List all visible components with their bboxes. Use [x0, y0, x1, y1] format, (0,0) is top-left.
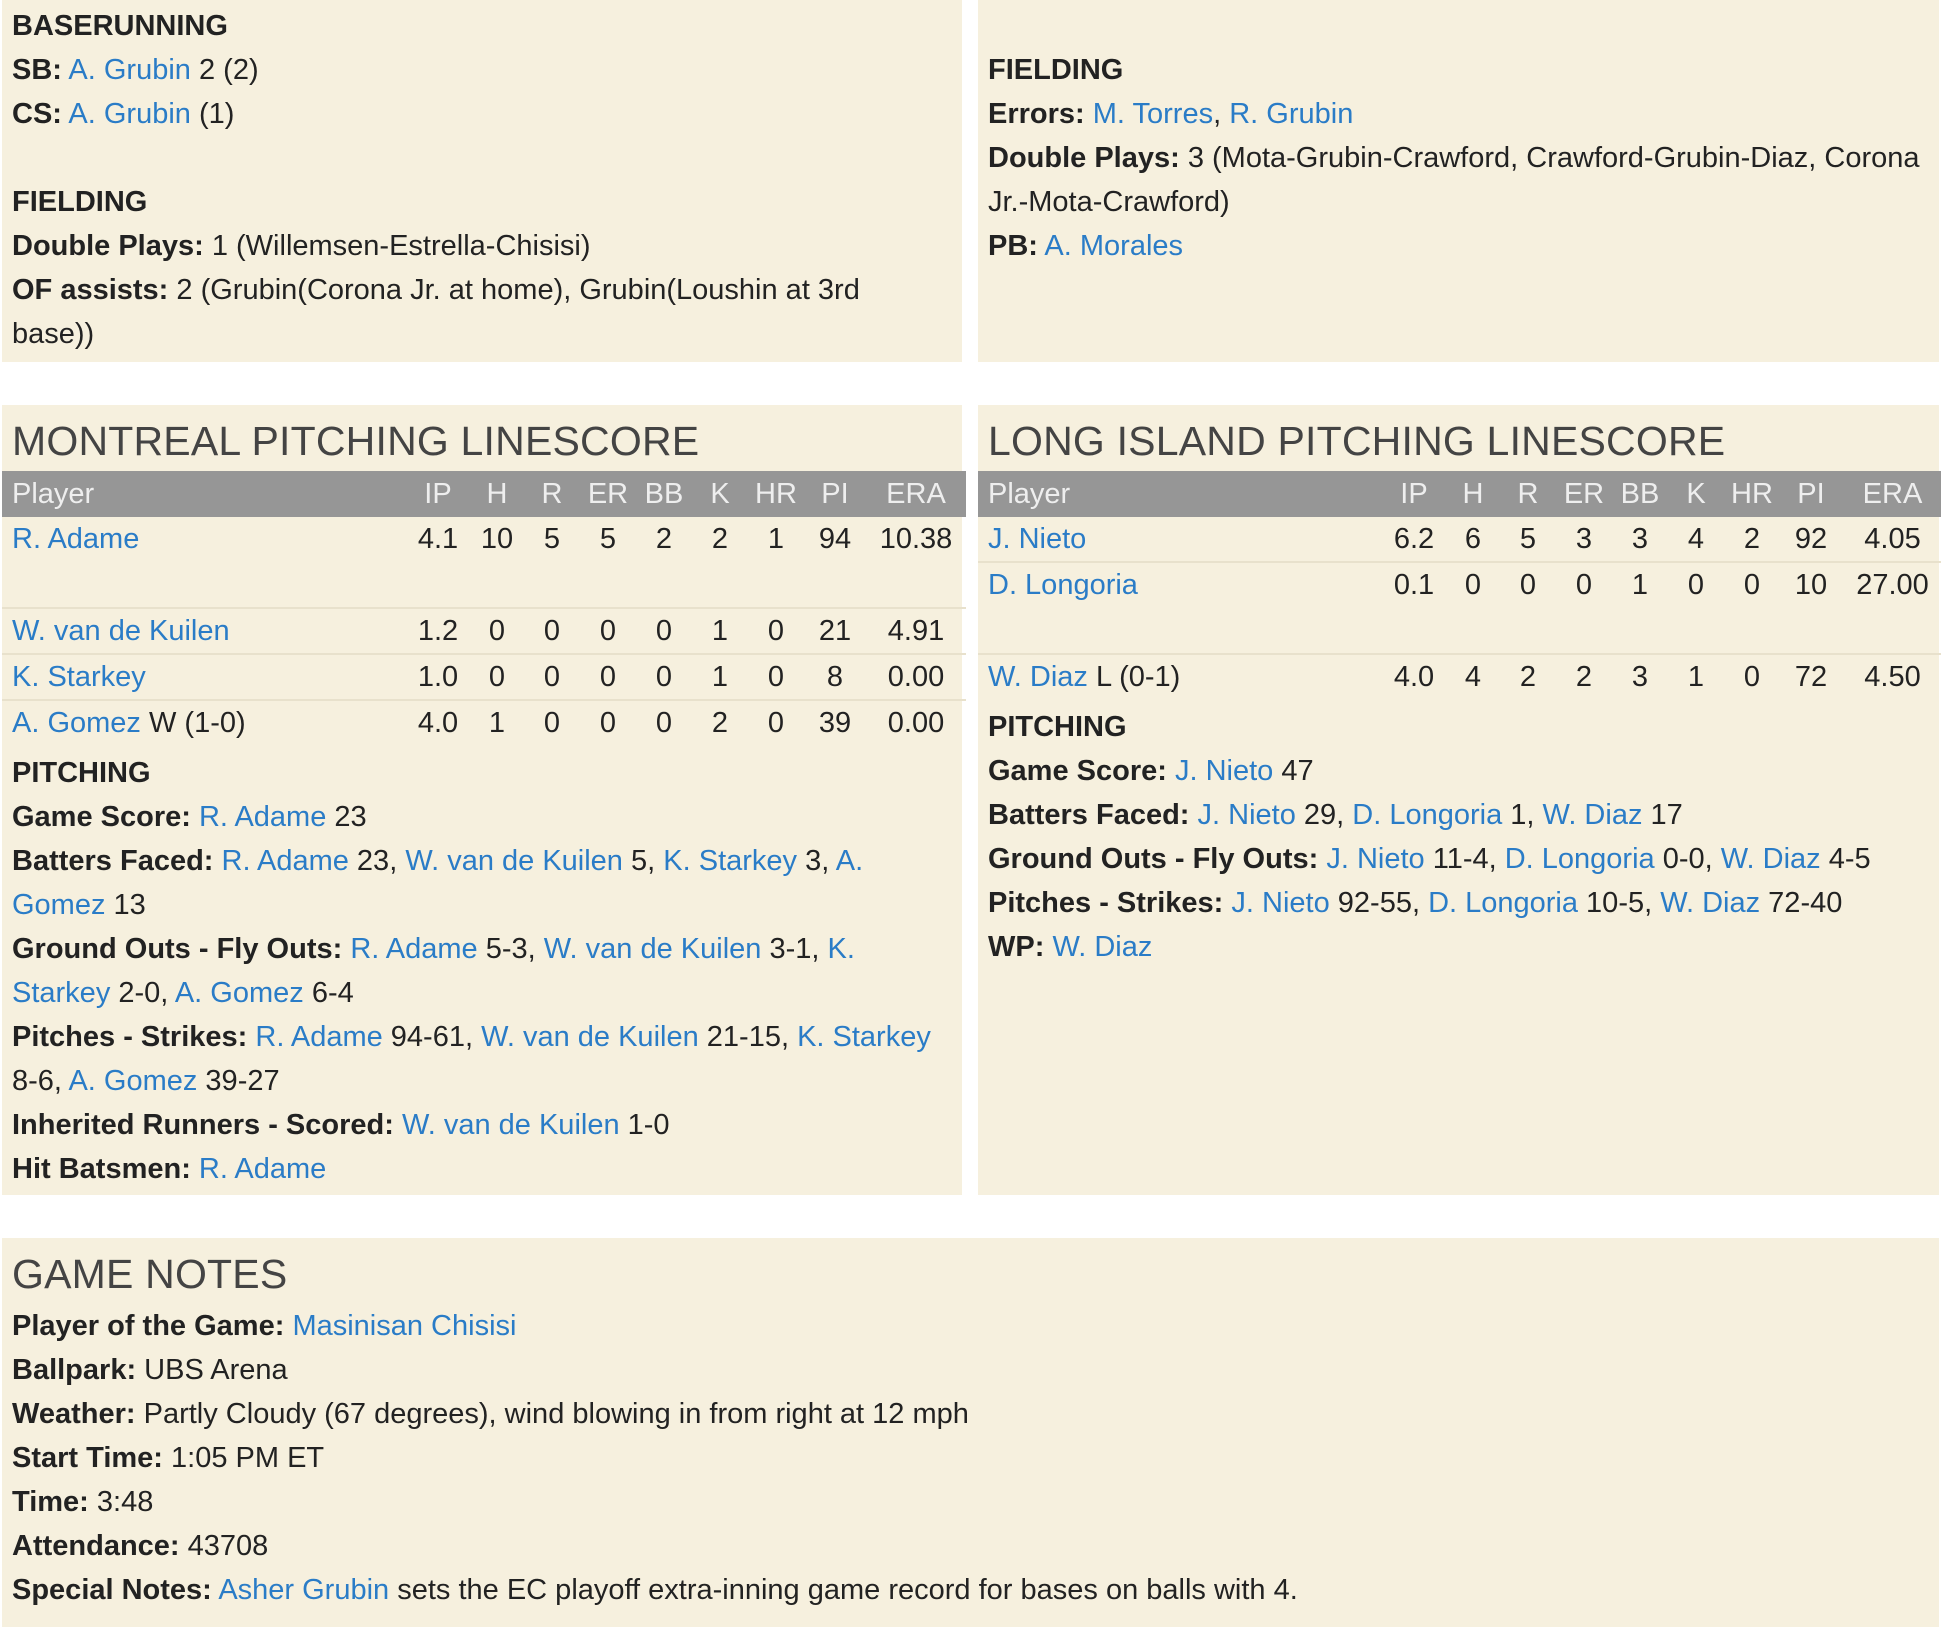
cs-line [12, 92, 952, 136]
table-header-row [2, 471, 966, 517]
table-row [2, 700, 966, 745]
stat-value: 21-15, [698, 1021, 798, 1053]
sb-player-link[interactable]: A. Grubin [68, 54, 191, 86]
player-cell [2, 654, 406, 700]
cs-player-link[interactable]: A. Grubin [68, 98, 191, 130]
col-header: BB [636, 471, 692, 517]
table-row [2, 654, 966, 700]
pitches-strikes-line [12, 1015, 952, 1103]
top-left-panel [2, 0, 962, 362]
player-link[interactable]: K. Starkey [12, 661, 146, 693]
stat-value: 8-6, [12, 1065, 69, 1097]
hr-cell: 2 [1724, 517, 1780, 562]
player-link[interactable]: W. Diaz [1052, 931, 1153, 963]
pi-cell: 8 [804, 654, 866, 700]
ip-cell: 1.0 [406, 654, 470, 700]
table-row [978, 517, 1941, 562]
inherited-runners-label: Inherited Runners - Scored: [12, 1109, 394, 1141]
batters-faced-line [12, 839, 952, 927]
player-of-game-line [12, 1304, 1929, 1348]
errors-player-link[interactable]: M. Torres [1092, 98, 1214, 130]
r-cell: 0 [543, 707, 561, 739]
bb-cell: 1 [1612, 562, 1668, 654]
batters-faced-label: Batters Faced: [988, 799, 1190, 831]
stat-value: 47 [1273, 755, 1314, 787]
stat-value: 5-3, [477, 933, 544, 965]
stat-value: 17 [1642, 799, 1683, 831]
era-cell: 4.91 [866, 608, 966, 654]
r-cell: 0 [1500, 562, 1556, 654]
k-cell: 1 [692, 654, 748, 700]
er-cell: 0 [580, 654, 636, 700]
col-header: PI [804, 471, 866, 517]
r-cell: 0 [524, 654, 580, 700]
player-link[interactable]: Asher Grubin [218, 1574, 390, 1606]
player-cell [2, 700, 406, 745]
montreal-linescore-title: MONTREAL PITCHING LINESCORE [12, 418, 700, 464]
col-header: IP [406, 471, 470, 517]
bb-cell: 2 [636, 517, 692, 608]
bb-cell: 3 [1631, 661, 1649, 693]
long-island-linescore-table [978, 471, 1941, 699]
special-notes-label: Special Notes: [12, 1574, 212, 1606]
hr-cell: 0 [767, 707, 785, 739]
time-label: Time: [12, 1486, 89, 1518]
player-link[interactable]: A. Gomez [12, 845, 864, 921]
ip-cell: 0.1 [1382, 562, 1446, 654]
k-cell: 1 [1687, 661, 1705, 693]
player-cell [978, 562, 1382, 654]
stat-value: 13 [105, 889, 146, 921]
ip-cell: 4.1 [406, 517, 470, 608]
player-link[interactable]: W. Diaz [1660, 887, 1761, 919]
stat-value: 29, [1295, 799, 1353, 831]
player-link[interactable]: A. Gomez [12, 707, 141, 739]
pi-cell: 92 [1780, 517, 1842, 562]
player-link[interactable]: D. Longoria [1352, 799, 1503, 831]
stat-value: 92-55, [1329, 887, 1429, 919]
k-cell: 4 [1668, 517, 1724, 562]
stat-value: 6-4 [303, 977, 354, 1009]
player-link[interactable]: R. Adame [350, 933, 478, 965]
era-cell: 0.00 [866, 654, 966, 700]
stat-value: 5, [622, 845, 664, 877]
pi-cell: 72 [1794, 661, 1828, 693]
game-score-line [988, 749, 1929, 793]
time-line [12, 1480, 1929, 1524]
game-notes-panel [2, 1238, 1939, 1627]
player-link[interactable]: J. Nieto [1197, 799, 1296, 831]
stat-value: 23 [326, 801, 367, 833]
player-link[interactable]: J. Nieto [988, 523, 1087, 555]
dp-value: 1 (Willemsen-Estrella-Chisisi) [203, 230, 591, 262]
ballpark-label: Ballpark: [12, 1354, 137, 1386]
game-notes-title: GAME NOTES [12, 1251, 288, 1297]
attendance-line [12, 1524, 1929, 1568]
player-of-game-label: Player of the Game: [12, 1310, 285, 1342]
stat-value: 10-5, [1578, 887, 1661, 919]
stat-value: 94-61, [382, 1021, 482, 1053]
dp-value: 3 (Mota-Grubin-Crawford, Crawford-Grubin-Diaz, Corona Jr.-Mota-Crawford) [988, 142, 1920, 218]
pitches-strikes-line [988, 881, 1929, 925]
col-header: ERA [1842, 471, 1941, 517]
pb-player-link[interactable]: A. Morales [1044, 230, 1184, 262]
col-header: ER [580, 471, 636, 517]
col-header: H [1446, 471, 1500, 517]
wild-pitch-line [988, 925, 1929, 969]
hr-cell: 1 [748, 517, 804, 608]
hr-cell: 0 [1743, 661, 1761, 693]
pitching-heading: PITCHING [12, 757, 151, 789]
hit-batsmen-label: Hit Batsmen: [12, 1153, 191, 1185]
baserunning-heading: BASERUNNING [12, 10, 228, 42]
errors-line [988, 92, 1929, 136]
pb-label: PB: [988, 230, 1038, 262]
player-link[interactable]: R. Adame [198, 1153, 327, 1185]
col-header: ERA [866, 471, 966, 517]
h-cell: 0 [470, 654, 524, 700]
player-cell [2, 608, 406, 654]
stat-value: 3-1, [761, 933, 828, 965]
player-link[interactable]: W. Diaz [1542, 799, 1643, 831]
of-assists-line [12, 268, 952, 356]
col-header: R [524, 471, 580, 517]
hit-batsmen-line [12, 1147, 952, 1191]
pitches-strikes-label: Pitches - Strikes: [988, 887, 1224, 919]
player-link[interactable]: R. Adame [12, 523, 140, 555]
long-island-linescore-panel [978, 405, 1939, 1195]
col-header: Player [2, 471, 406, 517]
ground-fly-outs-line [988, 837, 1929, 881]
attendance-label: Attendance: [12, 1530, 180, 1562]
col-header: BB [1612, 471, 1668, 517]
player-link[interactable]: W. van de Kuilen [401, 1109, 620, 1141]
col-header: K [692, 471, 748, 517]
er-cell: 5 [580, 517, 636, 608]
player-link[interactable]: W. van de Kuilen [543, 933, 762, 965]
wild-pitch-label: WP: [988, 931, 1045, 963]
r-cell: 5 [524, 517, 580, 608]
col-header: IP [1382, 471, 1446, 517]
r-cell: 2 [1519, 661, 1537, 693]
cs-label: CS: [12, 98, 62, 130]
hr-cell: 0 [748, 654, 804, 700]
table-row [978, 654, 1941, 699]
special-notes-value: sets the EC playoff extra-inning game record for bases on balls with 4. [389, 1574, 1298, 1606]
player-link[interactable]: R. Adame [221, 845, 349, 877]
game-score-label: Game Score: [12, 801, 191, 833]
sb-label: SB: [12, 54, 62, 86]
col-header: PI [1780, 471, 1842, 517]
stat-value: 39-27 [197, 1065, 280, 1097]
player-link[interactable]: J. Nieto [1326, 843, 1425, 875]
ballpark-line [12, 1348, 1929, 1392]
batters-faced-line [988, 793, 1929, 837]
bb-cell: 0 [655, 707, 673, 739]
bb-cell: 3 [1612, 517, 1668, 562]
weather-line [12, 1392, 1929, 1436]
h-cell: 0 [470, 608, 524, 654]
era-cell: 27.00 [1842, 562, 1941, 654]
batters-faced-label: Batters Faced: [12, 845, 214, 877]
pitching-heading: PITCHING [988, 711, 1127, 743]
player-cell [978, 517, 1382, 562]
er-cell: 0 [599, 707, 617, 739]
er-cell: 0 [580, 608, 636, 654]
er-cell: 0 [1556, 562, 1612, 654]
player-link[interactable]: A. Gomez [68, 1065, 198, 1097]
start-time-line [12, 1436, 1929, 1480]
h-cell: 6 [1446, 517, 1500, 562]
stat-value: 3, [797, 845, 836, 877]
stat-value: 1, [1502, 799, 1543, 831]
player-link[interactable]: K. Starkey [12, 933, 855, 1009]
decision: W (1-0) [140, 707, 246, 739]
player-link[interactable]: W. van de Kuilen [12, 615, 230, 647]
era-cell: 10.38 [866, 517, 966, 608]
table-row [978, 562, 1941, 654]
hr-cell: 0 [1724, 562, 1780, 654]
table-row [2, 517, 966, 608]
col-header: H [470, 471, 524, 517]
h-cell: 1 [488, 707, 506, 739]
pi-cell: 39 [818, 707, 852, 739]
player-link[interactable]: A. Gomez [174, 977, 304, 1009]
table-header-row [978, 471, 1941, 517]
of-assists-label: OF assists: [12, 274, 169, 306]
k-cell: 1 [692, 608, 748, 654]
ip-cell: 4.0 [417, 707, 459, 739]
dp-line [988, 136, 1929, 224]
col-header: Player [978, 471, 1382, 517]
ballpark-value: UBS Arena [136, 1354, 288, 1386]
player-link[interactable]: J. Nieto [1231, 887, 1330, 919]
dp-line [12, 224, 952, 268]
h-cell: 4 [1464, 661, 1482, 693]
ip-cell: 1.2 [406, 608, 470, 654]
k-cell: 0 [1668, 562, 1724, 654]
h-cell: 10 [470, 517, 524, 608]
player-link[interactable]: K. Starkey [663, 845, 798, 877]
player-link[interactable]: W. Diaz [988, 661, 1088, 693]
player-link[interactable]: D. Longoria [1428, 887, 1578, 919]
pitches-strikes-label: Pitches - Strikes: [12, 1021, 248, 1053]
weather-label: Weather: [12, 1398, 136, 1430]
player-link[interactable]: W. van de Kuilen [481, 1021, 699, 1053]
sb-line [12, 48, 952, 92]
top-right-panel [978, 0, 1939, 362]
stat-value: 1-0 [619, 1109, 670, 1141]
special-notes-line [12, 1568, 1929, 1612]
k-cell: 2 [711, 707, 729, 739]
player-link[interactable]: D. Longoria [1504, 843, 1655, 875]
fielding-heading: FIELDING [988, 54, 1124, 86]
player-link[interactable]: R. Adame [255, 1021, 383, 1053]
hr-cell: 0 [748, 608, 804, 654]
r-cell: 5 [1500, 517, 1556, 562]
ip-cell: 6.2 [1382, 517, 1446, 562]
player-link[interactable]: J. Nieto [1174, 755, 1274, 787]
ground-fly-outs-label: Ground Outs - Fly Outs: [12, 933, 343, 965]
dp-label: Double Plays: [12, 230, 204, 262]
col-header: HR [1724, 471, 1780, 517]
player-link[interactable]: W. van de Kuilen [405, 845, 623, 877]
sb-value: 2 (2) [190, 54, 259, 86]
pi-cell: 10 [1780, 562, 1842, 654]
r-cell: 0 [524, 608, 580, 654]
dp-label: Double Plays: [988, 142, 1180, 174]
h-cell: 0 [1446, 562, 1500, 654]
bb-cell: 0 [636, 654, 692, 700]
pi-cell: 21 [804, 608, 866, 654]
era-cell: 0.00 [887, 707, 945, 739]
col-header: HR [748, 471, 804, 517]
start-time-value: 1:05 PM ET [162, 1442, 325, 1474]
player-cell [978, 654, 1382, 699]
col-header: R [1500, 471, 1556, 517]
fielding-heading: FIELDING [12, 186, 148, 218]
pi-cell: 94 [804, 517, 866, 608]
player-link[interactable]: W. Diaz [1720, 843, 1821, 875]
col-header: ER [1556, 471, 1612, 517]
game-score-line [12, 795, 952, 839]
game-score-label: Game Score: [988, 755, 1167, 787]
era-cell: 4.50 [1864, 661, 1921, 693]
ground-fly-outs-label: Ground Outs - Fly Outs: [988, 843, 1319, 875]
decision: L (0-1) [1087, 661, 1181, 693]
stat-value: 4-5 [1820, 843, 1871, 875]
ground-fly-outs-line [12, 927, 952, 1015]
er-cell: 2 [1575, 661, 1593, 693]
errors-player-link[interactable]: R. Grubin [1229, 98, 1354, 130]
montreal-linescore-table [2, 471, 966, 745]
era-cell: 4.05 [1842, 517, 1941, 562]
ip-cell: 4.0 [1393, 661, 1435, 693]
weather-value: Partly Cloudy (67 degrees), wind blowing in from right at 12 mph [135, 1398, 969, 1430]
time-value: 3:48 [88, 1486, 154, 1518]
of-assists-value: 2 (Grubin(Corona Jr. at home), Grubin(Loushin at 3rd base)) [12, 274, 860, 350]
player-link[interactable]: D. Longoria [988, 569, 1138, 601]
cs-value: (1) [190, 98, 235, 130]
er-cell: 3 [1556, 517, 1612, 562]
player-link[interactable]: K. Starkey [797, 1021, 931, 1053]
stat-value: 72-40 [1760, 887, 1843, 919]
stat-value: 0-0, [1654, 843, 1721, 875]
player-link[interactable]: Masinisan Chisisi [292, 1310, 517, 1342]
inherited-runners-line [12, 1103, 952, 1147]
stat-value: 23, [348, 845, 406, 877]
montreal-linescore-panel [2, 405, 962, 1195]
k-cell: 2 [692, 517, 748, 608]
player-cell [2, 517, 406, 608]
attendance-value: 43708 [179, 1530, 269, 1562]
stat-value: 11-4, [1424, 843, 1505, 875]
errors-label: Errors: [988, 98, 1085, 130]
col-header: K [1668, 471, 1724, 517]
start-time-label: Start Time: [12, 1442, 163, 1474]
errors-separator: , [1213, 98, 1230, 130]
pb-line [988, 224, 1929, 268]
long-island-linescore-title: LONG ISLAND PITCHING LINESCORE [988, 418, 1726, 464]
stat-value: 2-0, [110, 977, 175, 1009]
player-link[interactable]: R. Adame [198, 801, 327, 833]
bb-cell: 0 [636, 608, 692, 654]
table-row [2, 608, 966, 654]
